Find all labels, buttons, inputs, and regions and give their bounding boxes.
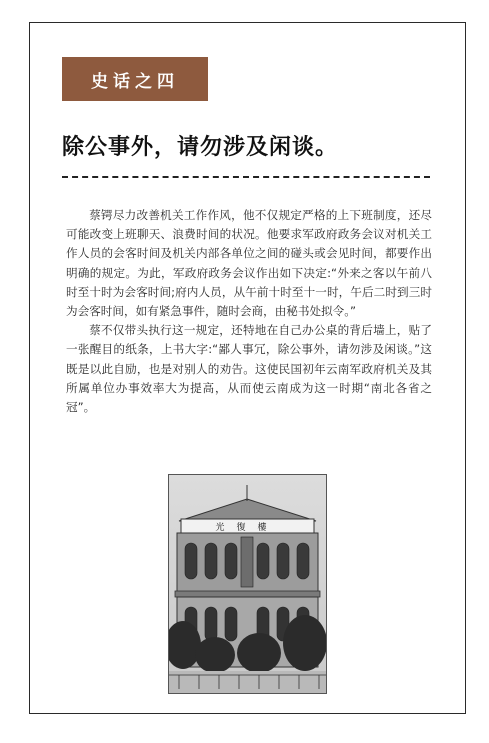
section-badge — [62, 57, 208, 101]
article-body — [66, 206, 432, 417]
dashed-divider — [62, 176, 430, 178]
building-sign: 光復樓 — [215, 523, 279, 533]
paragraph: 蔡锷尽力改善机关工作作风，他不仅规定严格的上下班制度，还尽可能改变上班聊天、浪费时间的状况。他要求军政府政务会议对机关工作人员的会客时间及机关内部各单位之间的碰头或会见时间，都要作出明确的规定。为此，军政府政务会议作出如下决定:“外来之客以午前八时至十时为会客时间;府内人员，从午前十时至十一时，午后二时到三时为会客时间，如有紧急事件，随时会商，由秘书处拟令。” — [66, 208, 432, 319]
building-illustration — [169, 475, 326, 693]
historic-building-photo — [168, 474, 327, 694]
page-title: 除公事外，请勿涉及闲谈。 — [62, 134, 339, 160]
section-badge-label: 史话之四 — [91, 71, 179, 92]
paragraph: 蔡不仅带头执行这一规定，还特地在自己办公桌的背后墙上，贴了一张醒目的纸条，上书大字:“鄙人事冗，除公事外，请勿涉及闲谈。”这既是以此自励，也是对别人的劝告。这使民国初年云南军政府机关及其所属单位办事效率大为提高，从而使云南成为这一时期“南北各省之冠”。 — [66, 323, 432, 415]
